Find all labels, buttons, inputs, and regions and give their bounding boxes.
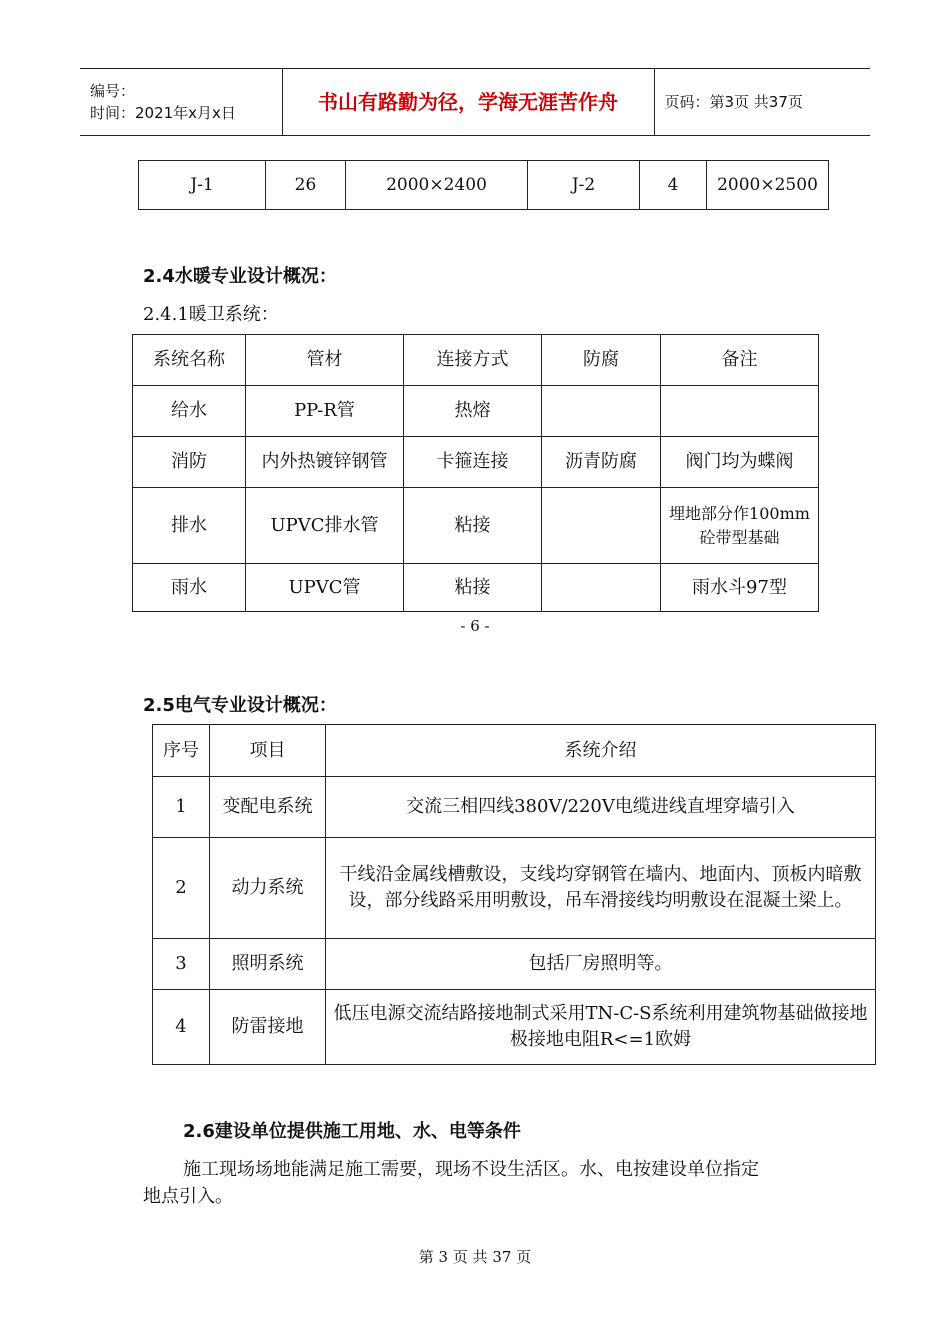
- table-header-row: [133, 335, 819, 386]
- plumbing-table: [132, 334, 819, 612]
- table-cell: [661, 386, 819, 437]
- table-cell: PP-R管: [246, 386, 404, 437]
- section-2-6-paragraph-line1: 施工现场场地能满足施工需要，现场不设生活区。水、电按建设单位指定: [183, 1159, 759, 1180]
- table-row: [133, 488, 819, 564]
- table-cell: 排水: [133, 488, 246, 564]
- table-cell: 动力系统: [210, 838, 326, 939]
- table-row: [153, 838, 876, 939]
- table-cell: 变配电系统: [210, 777, 326, 838]
- section-2-4-heading: 2.4水暖专业设计概况：: [143, 266, 337, 287]
- mid-page-number: - 6 -: [460, 617, 490, 635]
- page-footer: 第 3 页 共 37 页: [418, 1248, 532, 1266]
- table-cell: 埋地部分作100mm砼带型基础: [661, 488, 819, 564]
- table-cell: 4: [640, 161, 707, 210]
- header-motto: 书山有路勤为径，学海无涯苦作舟: [282, 69, 654, 136]
- table-header-cell: 系统介绍: [326, 725, 876, 777]
- table-cell: 消防: [133, 437, 246, 488]
- table-cell: 包括厂房照明等。: [326, 939, 876, 990]
- table-cell: 防雷接地: [210, 990, 326, 1065]
- table-row: [153, 777, 876, 838]
- table-cell: 3: [153, 939, 210, 990]
- table-cell: [542, 386, 661, 437]
- table-cell: 阀门均为蝶阀: [661, 437, 819, 488]
- table-cell: J-2: [528, 161, 640, 210]
- table-cell: 粘接: [404, 564, 542, 612]
- table-cell: 沥青防腐: [542, 437, 661, 488]
- foundation-size-table: [138, 160, 829, 210]
- table-cell: [542, 564, 661, 612]
- header-page-info: 页码：第3页 共37页: [654, 69, 870, 136]
- table-header-cell: 管材: [246, 335, 404, 386]
- table-cell: 1: [153, 777, 210, 838]
- table-header-cell: 系统名称: [133, 335, 246, 386]
- table-cell: 干线沿金属线槽敷设，支线均穿钢管在墙内、地面内、顶板内暗敷设，部分线路采用明敷设，吊车滑接线均明敷设在混凝土梁上。: [326, 838, 876, 939]
- page-header: [80, 68, 870, 136]
- table-cell: [542, 488, 661, 564]
- table-cell: J-1: [139, 161, 266, 210]
- table-header-cell: 连接方式: [404, 335, 542, 386]
- table-cell: UPVC排水管: [246, 488, 404, 564]
- section-2-6-heading: 2.6建设单位提供施工用地、水、电等条件: [183, 1121, 521, 1142]
- table-row: [133, 564, 819, 612]
- header-meta: [80, 69, 282, 136]
- table-cell: 内外热镀锌钢管: [246, 437, 404, 488]
- table-cell: 2: [153, 838, 210, 939]
- table-cell: UPVC管: [246, 564, 404, 612]
- section-2-4-1-subheading: 2.4.1暖卫系统：: [143, 304, 279, 325]
- table-cell: 26: [266, 161, 346, 210]
- header-number-label: 编号：: [90, 82, 136, 100]
- section-2-5-heading: 2.5电气专业设计概况：: [143, 695, 337, 716]
- table-cell: 热熔: [404, 386, 542, 437]
- table-header-cell: 项目: [210, 725, 326, 777]
- table-cell: 给水: [133, 386, 246, 437]
- electrical-table: [152, 724, 876, 1065]
- table-cell: 4: [153, 990, 210, 1065]
- table-row: [133, 437, 819, 488]
- table-cell: 2000×2400: [346, 161, 528, 210]
- table-cell: 照明系统: [210, 939, 326, 990]
- table-cell: 2000×2500: [707, 161, 829, 210]
- table-header-row: [153, 725, 876, 777]
- table-row: [153, 939, 876, 990]
- table-cell: 雨水: [133, 564, 246, 612]
- table-header-cell: 序号: [153, 725, 210, 777]
- section-2-6-paragraph-line2: 地点引入。: [143, 1186, 233, 1207]
- table-row: [133, 386, 819, 437]
- header-time-label: 时间：2021年x月x日: [90, 104, 236, 122]
- table-cell: 交流三相四线380V/220V电缆进线直埋穿墙引入: [326, 777, 876, 838]
- table-row: [153, 990, 876, 1065]
- table-cell: 卡箍连接: [404, 437, 542, 488]
- table-cell: 低压电源交流结路接地制式采用TN-C-S系统利用建筑物基础做接地极接地电阻R<=1欧姆: [326, 990, 876, 1065]
- table-cell: 雨水斗97型: [661, 564, 819, 612]
- table-cell: 粘接: [404, 488, 542, 564]
- table-header-cell: 备注: [661, 335, 819, 386]
- table-header-cell: 防腐: [542, 335, 661, 386]
